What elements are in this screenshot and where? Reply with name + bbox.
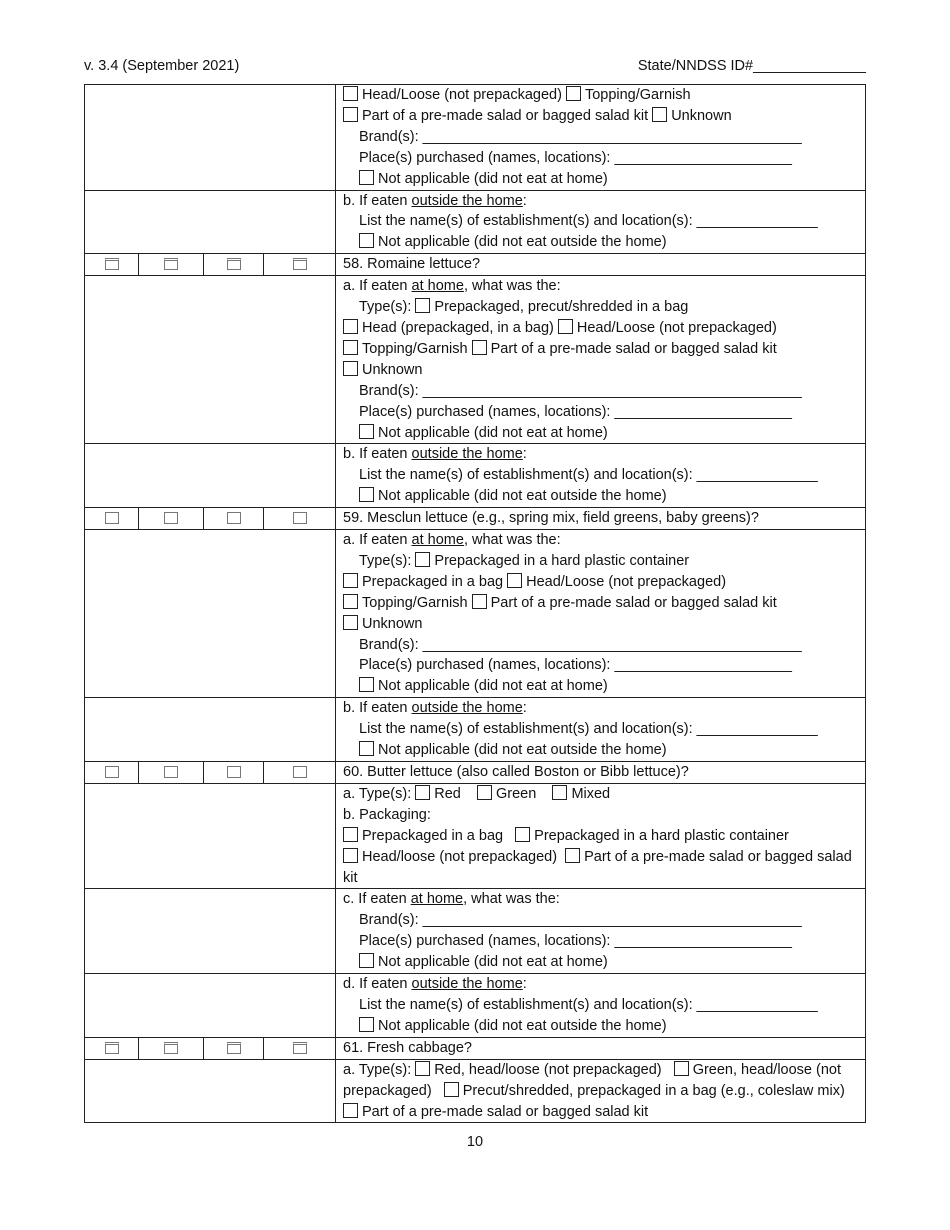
answer-checkbox[interactable] <box>227 258 241 270</box>
q58-outside-section: b. If eaten outside the home: List the name(s) of establishment(s) and location(s): _______________ Not applicable (did not eat outside the home) <box>85 444 866 508</box>
place-field[interactable]: Place(s) purchased (names, locations): ______________________ <box>359 657 792 674</box>
q61-question-row <box>85 1037 866 1059</box>
q57-outside-section: b. If eaten outside the home: List the name(s) of establishment(s) and location(s): _______________ Not applicable (did not eat outside the home) <box>85 190 866 254</box>
checkbox[interactable] <box>343 1103 358 1118</box>
checkbox[interactable] <box>415 785 430 800</box>
q60-outside-section: d. If eaten outside the home: List the name(s) of establishment(s) and location(s): _______________ Not applicable (did not eat outside the home) <box>85 974 866 1038</box>
checkbox[interactable] <box>343 86 358 101</box>
answer-checkbox[interactable] <box>164 512 178 524</box>
brand-field[interactable]: Brand(s): _______________________________________________ <box>359 912 802 929</box>
checkbox[interactable] <box>566 86 581 101</box>
question-title: 61. Fresh cabbage? <box>336 1037 866 1059</box>
answer-checkbox[interactable] <box>293 512 307 524</box>
place-field[interactable]: Place(s) purchased (names, locations): ______________________ <box>359 149 792 166</box>
checkbox[interactable] <box>444 1082 459 1097</box>
checkbox[interactable] <box>415 298 430 313</box>
establishment-field[interactable]: List the name(s) of establishment(s) and location(s): _______________ <box>359 467 818 484</box>
q61-type-section: a. Type(s): Red, head/loose (not prepackaged) Green, head/loose (not prepackaged) Precut/shredded, prepackaged in a bag (e.g., coleslaw mix) Part of a pre-made salad or bagged salad kit <box>85 1059 866 1123</box>
checkbox[interactable] <box>359 953 374 968</box>
answer-checkbox[interactable] <box>227 1042 241 1054</box>
brand-field[interactable]: Brand(s): _______________________________________________ <box>359 382 802 399</box>
question-title: 60. Butter lettuce (also called Boston or Bibb lettuce)? <box>336 762 866 784</box>
checkbox[interactable] <box>472 340 487 355</box>
checkbox[interactable] <box>565 848 580 863</box>
state-nndss-id-field[interactable]: State/NNDSS ID#______________ <box>637 58 866 74</box>
page-number: 10 <box>466 1134 484 1150</box>
question-title: 58. Romaine lettuce? <box>336 254 866 276</box>
answer-checkbox[interactable] <box>105 258 119 270</box>
questionnaire-table <box>84 84 866 1123</box>
q59-outside-section: b. If eaten outside the home: List the name(s) of establishment(s) and location(s): _______________ Not applicable (did not eat outside the home) <box>85 698 866 762</box>
checkbox[interactable] <box>343 848 358 863</box>
q59-question-row <box>85 508 866 530</box>
checkbox[interactable] <box>343 615 358 630</box>
checkbox[interactable] <box>343 340 358 355</box>
checkbox[interactable] <box>359 1017 374 1032</box>
answer-checkbox[interactable] <box>105 512 119 524</box>
place-field[interactable]: Place(s) purchased (names, locations): ______________________ <box>359 933 792 950</box>
checkbox[interactable] <box>343 361 358 376</box>
answer-checkbox[interactable] <box>227 512 241 524</box>
checkbox[interactable] <box>652 107 667 122</box>
checkbox[interactable] <box>343 573 358 588</box>
establishment-field[interactable]: List the name(s) of establishment(s) and location(s): _______________ <box>359 996 818 1013</box>
checkbox[interactable] <box>415 1061 430 1076</box>
answer-checkbox[interactable] <box>164 258 178 270</box>
version-label: v. 3.4 (September 2021) <box>84 58 240 74</box>
checkbox[interactable] <box>343 319 358 334</box>
checkbox[interactable] <box>343 594 358 609</box>
answer-checkbox[interactable] <box>105 766 119 778</box>
answer-checkbox[interactable] <box>227 766 241 778</box>
place-field[interactable]: Place(s) purchased (names, locations): ______________________ <box>359 403 792 420</box>
checkbox[interactable] <box>359 487 374 502</box>
checkbox[interactable] <box>674 1061 689 1076</box>
establishment-field[interactable]: List the name(s) of establishment(s) and location(s): _______________ <box>359 213 818 230</box>
establishment-field[interactable]: List the name(s) of establishment(s) and location(s): _______________ <box>359 721 818 738</box>
answer-checkbox[interactable] <box>164 1042 178 1054</box>
brand-field[interactable]: Brand(s): _______________________________________________ <box>359 636 802 653</box>
checkbox[interactable] <box>359 677 374 692</box>
checkbox[interactable] <box>515 827 530 842</box>
question-title: 59. Mesclun lettuce (e.g., spring mix, field greens, baby greens)? <box>336 508 866 530</box>
q60-home-section: c. If eaten at home, what was the: Brand(s): _______________________________________________ Place(s) purchased (names, locations): ______________________ Not applicable (did not eat at home) <box>85 889 866 974</box>
checkbox[interactable] <box>343 107 358 122</box>
answer-checkbox[interactable] <box>293 258 307 270</box>
answer-checkbox[interactable] <box>105 1042 119 1054</box>
brand-field[interactable]: Brand(s): _______________________________________________ <box>359 128 802 145</box>
q58-question-row <box>85 254 866 276</box>
answer-checkbox[interactable] <box>293 766 307 778</box>
q59-home-section: a. If eaten at home, what was the: Type(s): Prepackaged in a hard plastic container Prepackaged in a bag Head/Loose (not prepackaged) Topping/Garnish Part of a pre-made salad or bagged salad kit Unknown Brand(s): _______________________________________________ Place(s) purchased (names, locations): ______________________ Not applicable (did not eat at home) <box>85 530 866 698</box>
checkbox[interactable] <box>552 785 567 800</box>
q60-type-section: a. Type(s): Red Green Mixed b. Packaging: Prepackaged in a bag Prepackaged in a hard plastic container Head/loose (not prepackaged) Part of a pre-made salad or bagged salad kit <box>85 783 866 889</box>
checkbox[interactable] <box>359 170 374 185</box>
checkbox[interactable] <box>359 424 374 439</box>
answer-checkbox[interactable] <box>293 1042 307 1054</box>
checkbox[interactable] <box>343 827 358 842</box>
q60-question-row <box>85 762 866 784</box>
checkbox[interactable] <box>359 233 374 248</box>
checkbox[interactable] <box>558 319 573 334</box>
q58-home-section: a. If eaten at home, what was the: Type(s): Prepackaged, precut/shredded in a bag Head (prepackaged, in a bag) Head/Loose (not prepackaged) Topping/Garnish Part of a pre-made salad or bagged salad kit Unknown Brand(s): _______________________________________________ Place(s) purchased (names, locations): ______________________ Not applicable (did not eat at home) <box>85 276 866 444</box>
checkbox[interactable] <box>415 552 430 567</box>
checkbox[interactable] <box>507 573 522 588</box>
checkbox[interactable] <box>472 594 487 609</box>
answer-checkbox[interactable] <box>164 766 178 778</box>
checkbox[interactable] <box>359 741 374 756</box>
q57-home-section: Head/Loose (not prepackaged) Topping/Garnish Part of a pre-made salad or bagged salad kit Unknown Brand(s): _______________________________________________ Place(s) purchased (names, locations): ______________________ Not applicable (did not eat at home) <box>85 85 866 191</box>
checkbox[interactable] <box>477 785 492 800</box>
